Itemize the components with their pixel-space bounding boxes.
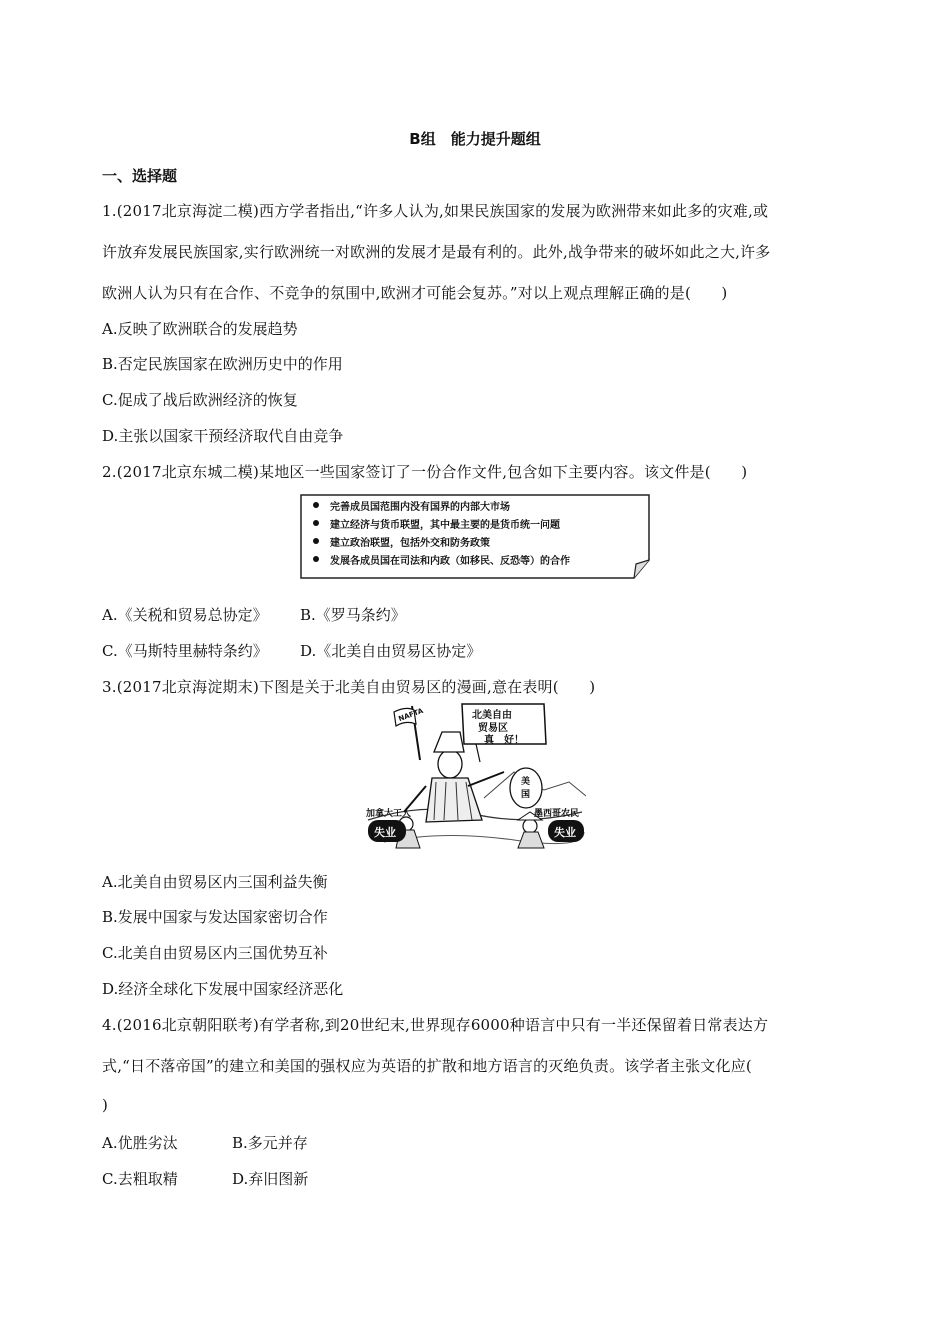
doc-item-4: 发展各成员国在司法和内政（如移民、反恐等）的合作 <box>330 556 570 567</box>
doc-item-3: 建立政治联盟，包括外交和防务政策 <box>330 538 490 549</box>
us-label: 美 国 <box>521 777 531 800</box>
q2-option-c[interactable]: C.《马斯特里赫特条约》 <box>102 642 268 660</box>
q1-option-b[interactable]: B.否定民族国家在欧洲历史中的作用 <box>102 355 343 373</box>
q1-stem-line-1: 1.(2017北京海淀二模)西方学者指出,“许多人认为,如果民族国家的发展为欧洲带来如此多的灾难,或 <box>102 202 769 220</box>
doc-item-2: 建立经济与货币联盟，其中最主要的是货币统一问题 <box>330 520 560 531</box>
q1-option-a[interactable]: A.反映了欧洲联合的发展趋势 <box>102 320 298 338</box>
q3-option-b[interactable]: B.发展中国家与发达国家密切合作 <box>102 908 328 926</box>
q2-stem: 2.(2017北京东城二模)某地区一些国家签订了一份合作文件,包含如下主要内容。该文件是( ) <box>102 463 748 481</box>
q3-option-c[interactable]: C.北美自由贸易区内三国优势互补 <box>102 944 328 962</box>
q4-option-d[interactable]: D.弃旧图新 <box>232 1170 309 1188</box>
q1-option-c[interactable]: C.促成了战后欧洲经济的恢复 <box>102 391 298 409</box>
q3-option-a[interactable]: A.北美自由贸易区内三国利益失衡 <box>102 873 328 891</box>
q3-stem: 3.(2017北京海淀期末)下图是关于北美自由贸易区的漫画,意在表明( ) <box>102 678 596 696</box>
mexico-unemployed-sign: 失业 <box>554 826 576 839</box>
banner-line-2: 贸易区 <box>478 723 508 734</box>
nafta-flag-text: NAFTA <box>397 706 425 724</box>
q1-option-d[interactable]: D.主张以国家干预经济取代自由竞争 <box>102 427 344 445</box>
q4-stem-line-3: ) <box>102 1096 109 1114</box>
q1-stem-line-2: 许放弃发展民族国家,实行欧洲统一对欧洲的发展才是最有利的。此外,战争带来的破坏如此之大,许多 <box>102 243 771 261</box>
q2-option-a[interactable]: A.《关税和贸易总协定》 <box>102 606 268 624</box>
q3-option-d[interactable]: D.经济全球化下发展中国家经济恶化 <box>102 980 344 998</box>
q4-option-c[interactable]: C.去粗取精 <box>102 1170 178 1188</box>
document-excerpt-box <box>300 494 650 578</box>
canada-unemployed-sign: 失业 <box>374 826 396 839</box>
q4-option-b[interactable]: B.多元并存 <box>232 1134 308 1152</box>
section-heading: 一、选择题 <box>102 167 178 185</box>
nafta-cartoon <box>364 702 586 850</box>
mexico-farmer-label: 墨西哥农民 <box>534 809 580 819</box>
canada-worker-label: 加拿大工人 <box>366 809 412 819</box>
q2-option-d[interactable]: D.《北美自由贸易区协定》 <box>300 642 482 660</box>
bullet-icons <box>312 500 322 570</box>
page-title: B组 能力提升题组 <box>409 130 541 148</box>
banner-line-1: 北美自由 <box>472 710 512 721</box>
cartoon-drawing <box>364 702 586 850</box>
banner-line-3: 真 好！ <box>484 735 524 746</box>
q4-stem-line-1: 4.(2016北京朝阳联考)有学者称,到20世纪末,世界现存6000种语言中只有一半还保留着日常表达方 <box>102 1016 769 1034</box>
q4-stem-line-2: 式,“日不落帝国”的建立和美国的强权应为英语的扩散和地方语言的灭绝负责。该学者主张文化应( <box>102 1057 752 1075</box>
q4-option-a[interactable]: A.优胜劣汰 <box>102 1134 178 1152</box>
doc-item-1: 完善成员国范围内没有国界的内部大市场 <box>330 502 510 513</box>
q2-option-b[interactable]: B.《罗马条约》 <box>300 606 406 624</box>
q1-stem-line-3: 欧洲人认为只有在合作、不竞争的氛围中,欧洲才可能会复苏。”对以上观点理解正确的是( ) <box>102 284 728 302</box>
